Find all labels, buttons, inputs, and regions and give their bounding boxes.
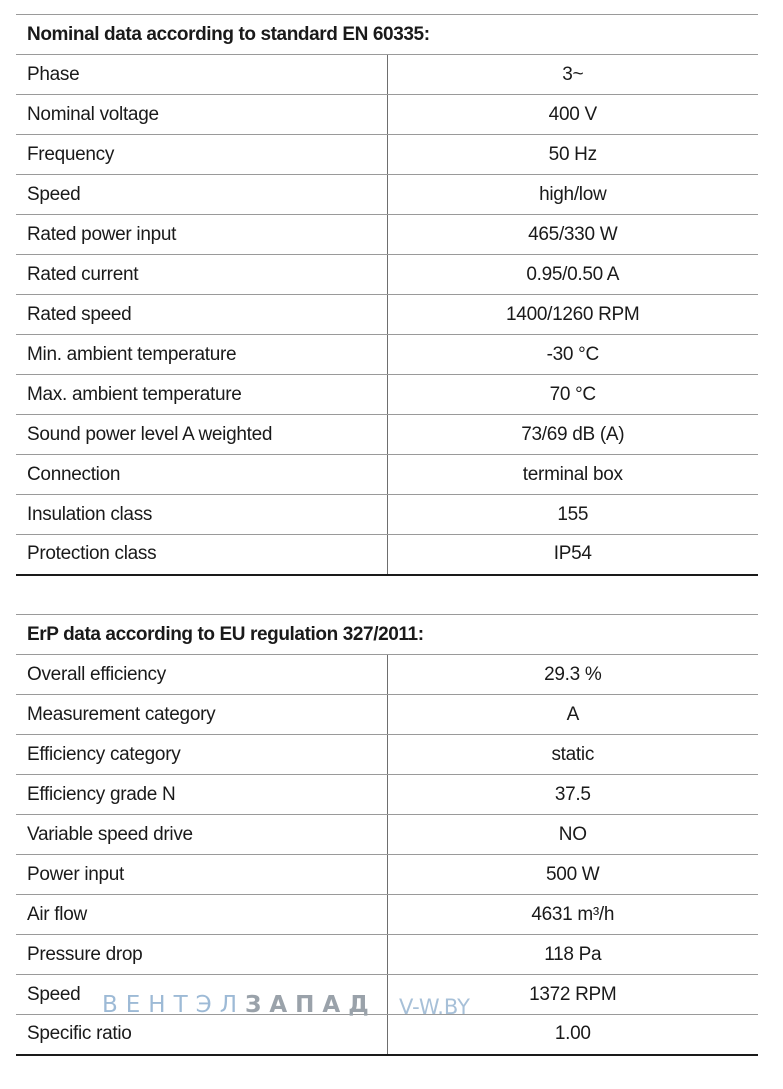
- row-label: Phase: [16, 55, 387, 95]
- table-row: [16, 735, 758, 775]
- row-label: Insulation class: [16, 495, 387, 535]
- row-value: 50 Hz: [387, 135, 758, 175]
- row-value: high/low: [387, 175, 758, 215]
- table-row: [16, 895, 758, 935]
- table-row: [16, 55, 758, 95]
- row-value: NO: [387, 815, 758, 855]
- row-label: Frequency: [16, 135, 387, 175]
- row-label: Specific ratio: [16, 1015, 387, 1055]
- row-label: Speed: [16, 175, 387, 215]
- row-value: 3~: [387, 55, 758, 95]
- row-label: Air flow: [16, 895, 387, 935]
- row-value: 1400/1260 RPM: [387, 295, 758, 335]
- row-label: Rated speed: [16, 295, 387, 335]
- row-label: Variable speed drive: [16, 815, 387, 855]
- nominal-table-title: Nominal data according to standard EN 60335:: [16, 15, 758, 55]
- row-label: Rated current: [16, 255, 387, 295]
- row-value: 0.95/0.50 A: [387, 255, 758, 295]
- row-value: static: [387, 735, 758, 775]
- row-value: 500 W: [387, 855, 758, 895]
- table-row: [16, 375, 758, 415]
- table-row: [16, 135, 758, 175]
- row-value: IP54: [387, 535, 758, 575]
- row-label: Sound power level A weighted: [16, 415, 387, 455]
- row-value: 29.3 %: [387, 655, 758, 695]
- row-value: 400 V: [387, 95, 758, 135]
- row-label: Nominal voltage: [16, 95, 387, 135]
- table-row: [16, 415, 758, 455]
- table-row: [16, 95, 758, 135]
- table-row: [16, 855, 758, 895]
- row-label: Rated power input: [16, 215, 387, 255]
- row-label: Min. ambient temperature: [16, 335, 387, 375]
- watermark-brand-part1: ВЕНТЭЛ: [102, 992, 246, 1018]
- table-row: [16, 255, 758, 295]
- row-value: 118 Pa: [387, 935, 758, 975]
- erp-header-row: [16, 615, 758, 655]
- row-value: 1372 RPM: [387, 975, 758, 1015]
- table-row: [16, 975, 758, 1015]
- erp-table-title: ErP data according to EU regulation 327/2011:: [16, 615, 758, 655]
- row-label: Max. ambient temperature: [16, 375, 387, 415]
- row-value: 4631 m³/h: [387, 895, 758, 935]
- table-row: [16, 455, 758, 495]
- row-value: A: [387, 695, 758, 735]
- nominal-header-row: [16, 15, 758, 55]
- table-row: [16, 335, 758, 375]
- row-value: 465/330 W: [387, 215, 758, 255]
- table-row: [16, 535, 758, 575]
- row-value: 37.5: [387, 775, 758, 815]
- row-label: Power input: [16, 855, 387, 895]
- table-row: [16, 815, 758, 855]
- table-row: [16, 695, 758, 735]
- row-value: -30 °C: [387, 335, 758, 375]
- row-label: Efficiency category: [16, 735, 387, 775]
- watermark-site: V-W.BY: [399, 995, 470, 1019]
- table-row: [16, 775, 758, 815]
- row-label: Pressure drop: [16, 935, 387, 975]
- row-value: 155: [387, 495, 758, 535]
- nominal-data-table: [16, 14, 758, 576]
- row-label: Speed: [16, 975, 387, 1015]
- table-row: [16, 175, 758, 215]
- table-row: [16, 215, 758, 255]
- row-value: 70 °C: [387, 375, 758, 415]
- row-value: 73/69 dB (A): [387, 415, 758, 455]
- erp-data-table: [16, 614, 758, 1056]
- row-label: Efficiency grade N: [16, 775, 387, 815]
- row-label: Overall efficiency: [16, 655, 387, 695]
- watermark-brand-part2: ЗАПАД: [245, 992, 377, 1018]
- table-row: [16, 295, 758, 335]
- row-label: Protection class: [16, 535, 387, 575]
- row-value: terminal box: [387, 455, 758, 495]
- row-label: Connection: [16, 455, 387, 495]
- row-label: Measurement category: [16, 695, 387, 735]
- table-row: [16, 1015, 758, 1055]
- table-row: [16, 935, 758, 975]
- row-value: 1.00: [387, 1015, 758, 1055]
- table-row: [16, 495, 758, 535]
- table-row: [16, 655, 758, 695]
